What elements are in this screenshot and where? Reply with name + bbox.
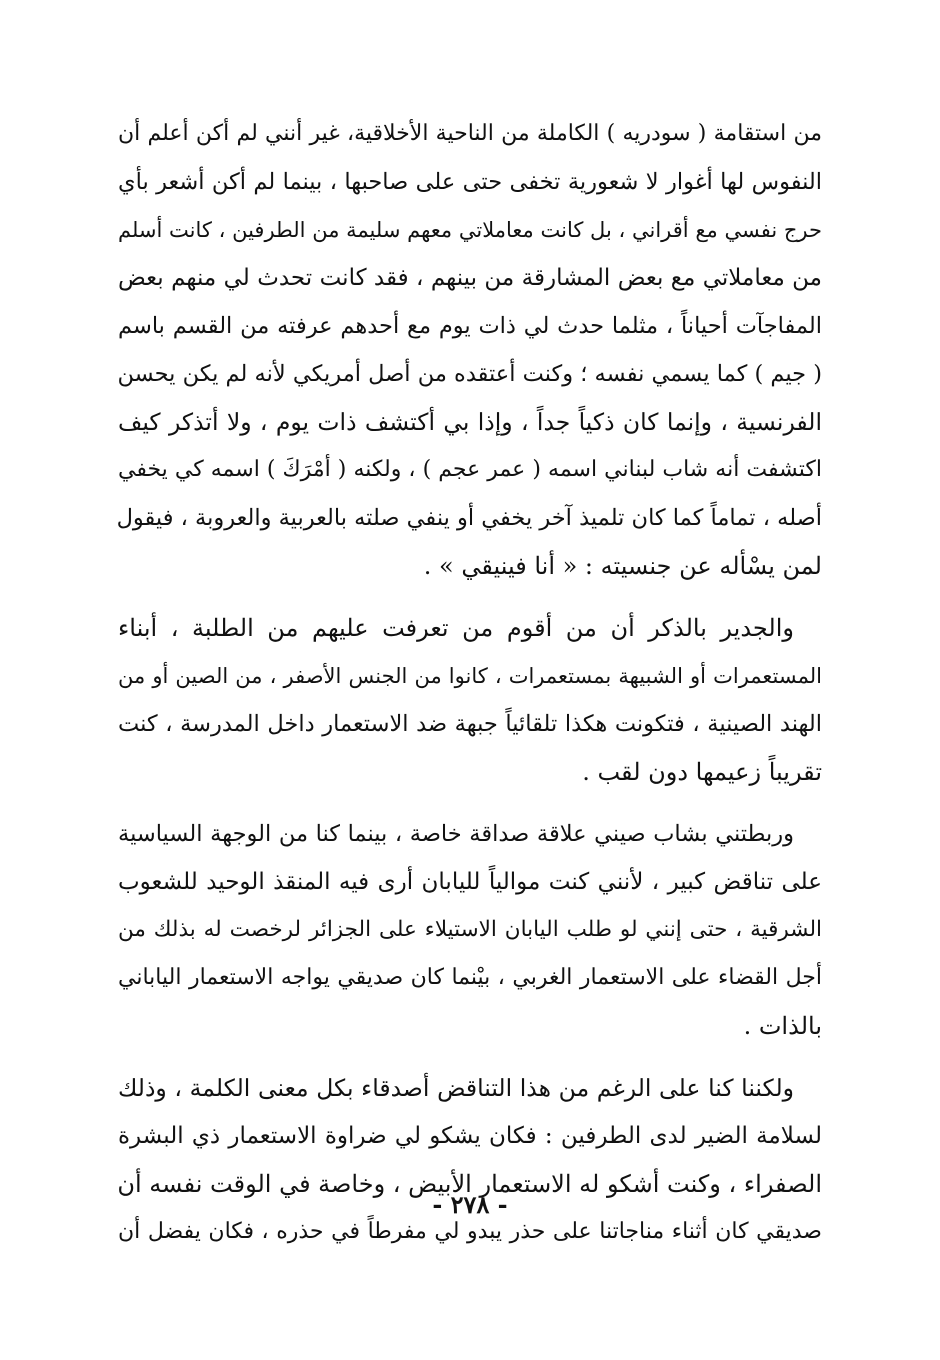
text-line: اكتشفت أنه شاب لبناني اسمه ( عمر عجم ) ، ولكنه ( أمْرَكَ ) اسمه كي يخفي <box>118 457 822 482</box>
text-line: أجل القضاء على الاستعمار الغربي ، بيْنما كان صديقي يواجه الاستعمار الياباني <box>118 965 822 990</box>
text-line: تقريباً زعيمها دون لقب . <box>582 758 822 786</box>
text-line: الشرقية ، حتى إنني لو طلب اليابان الاستيلاء على الجزائر لرخصت له بذلك من <box>118 917 822 942</box>
text-line: ( جيم ) كما يسمي نفسه ؛ وكنت أعتقده من أصل أمريكي لأنه لم يكن يحسن <box>117 361 822 387</box>
text-line: لسلامة الضير لدى الطرفين : فكان يشكو لي ضراوة الاستعمار ذي البشرة <box>118 1123 822 1149</box>
book-page-body <box>118 110 822 1256</box>
text-line: الصفراء ، وكنت أشكو له الاستعمار الأبيض ، وخاصة في الوقت نفسه أن <box>117 1170 822 1198</box>
text-line: وربطتني بشاب صيني علاقة صداقة خاصة ، بينما كنا من الوجهة السياسية <box>118 821 794 847</box>
text-line: لمن يسْأله عن جنسيته : « أنا فينيقي » . <box>423 552 822 580</box>
paragraph-1 <box>118 110 822 590</box>
text-line: على تناقض كبير ، لأنني كنت موالياً لليابان أرى فيه المنقذ الوحيد للشعوب <box>118 869 822 895</box>
text-line: النفوس لها أغوار لا شعورية تخفى حتى على صاحبها ، بينما لم أكن أشعر بأي <box>118 169 822 195</box>
paragraph-2 <box>118 604 822 796</box>
text-line: بالذات . <box>743 1012 822 1040</box>
text-line: حرج نفسي مع أقراني ، بل كانت معاملاتي معهم سليمة من الطرفين ، كانت أسلم <box>118 218 822 242</box>
text-line: أصله ، تماماً كما كان تلميذ آخر يخفي أو ينفي صلته بالعربية والعروبة ، فيقول <box>116 505 822 531</box>
text-line: المفاجآت أحياناً ، مثلما حدث لي ذات يوم مع أحدهم عرفته من القسم باسم <box>118 313 822 339</box>
text-line: ولكننا كنا على الرغم من هذا التناقض أصدقاء بكل معنى الكلمة ، وذلك <box>118 1074 794 1102</box>
text-line: من استقامة ( سودريه ) الكاملة من الناحية الأخلاقية، غير أنني لم أكن أعلم أن <box>118 121 822 146</box>
text-line: المستعمرات أو الشبيهة بمستعمرات ، كانوا من الجنس الأصفر ، من الصين أو من <box>118 664 822 688</box>
text-line: صديقي كان أثناء مناجاتنا على حذر يبدو لي مفرطاً في حذره ، فكان يفضل أن <box>118 1219 822 1244</box>
page-number: - ٢٧٨ - <box>432 1190 508 1219</box>
paragraph-4 <box>118 1064 822 1256</box>
text-line: والجدير بالذكر أن من أقوم من تعرفت عليهم من الطلبة ، أبناء <box>118 614 794 642</box>
text-line: الفرنسية ، وإنما كان ذكياً جداً ، وإذا بي أكتشف ذات يوم ، ولا أتذكر كيف <box>118 408 822 436</box>
text-line: من معاملاتي مع بعض المشارقة من بينهم ، فقد كانت تحدث لي منهم بعض <box>118 265 822 291</box>
paragraph-3 <box>118 810 822 1050</box>
text-line: الهند الصينية ، فتكونت هكذا تلقائياً جبهة ضد الاستعمار داخل المدرسة ، كنت <box>118 711 822 737</box>
